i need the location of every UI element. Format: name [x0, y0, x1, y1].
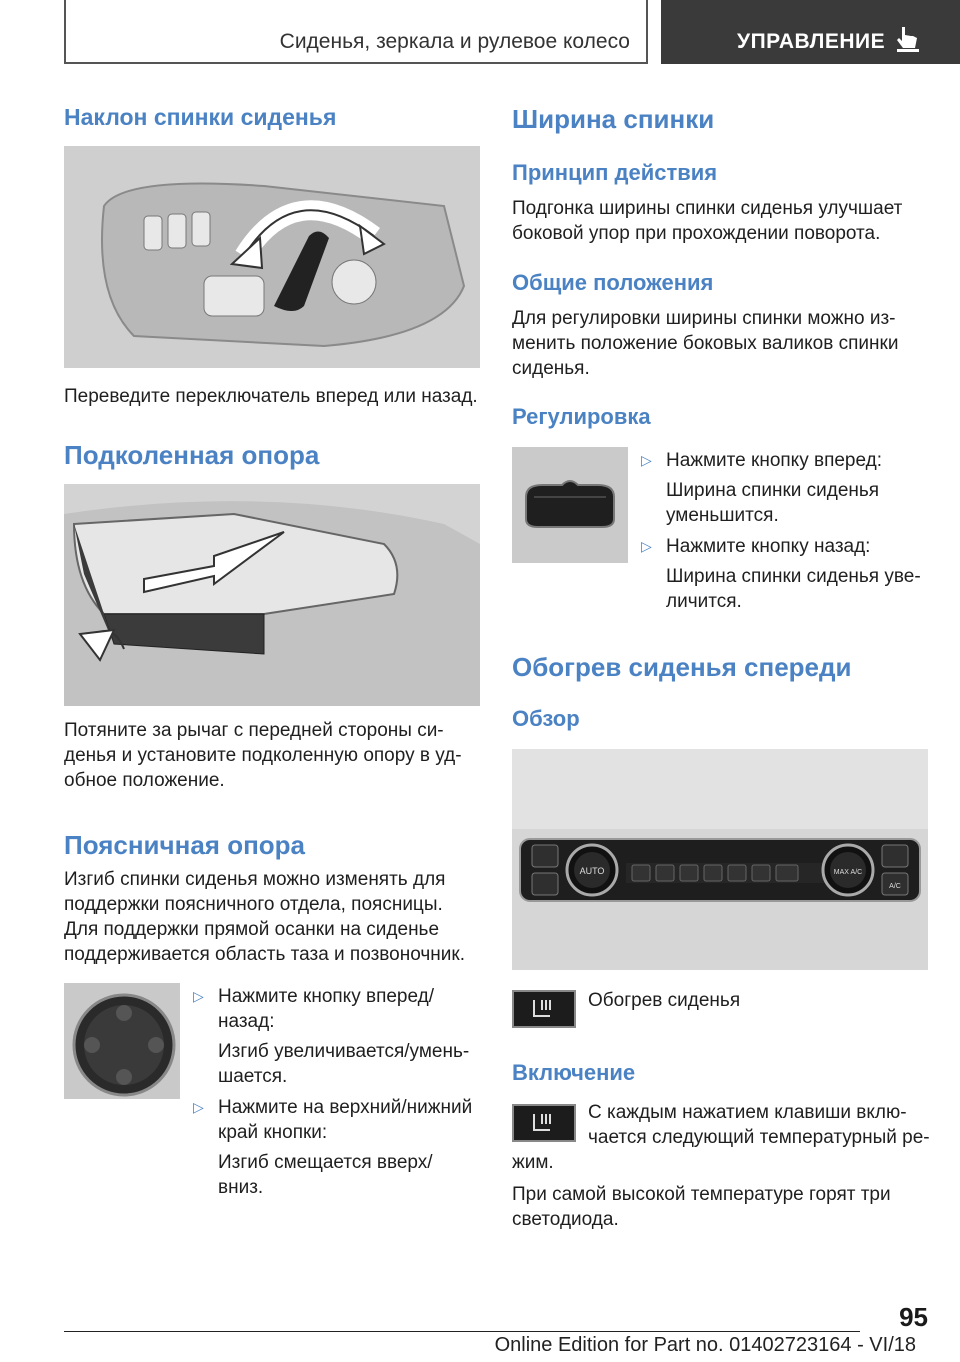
max-heat-text: При самой высокой температуре горят три светодиода.: [512, 1184, 891, 1230]
page-number: 95: [899, 1302, 928, 1332]
seat-heating-icon: [512, 1104, 576, 1142]
width-step-1-action: Нажмите кнопку вперед:: [666, 450, 883, 471]
bullet-marker: ▷: [193, 1099, 204, 1115]
lumbar-step-2-action: Нажмите на верхний/нижний край кнопки:: [218, 1097, 473, 1143]
lumbar-button-image: [64, 983, 180, 1099]
chapter-title: Сиденья, зеркала и рулевое колесо: [279, 30, 630, 53]
chapter-header-box: [64, 0, 648, 64]
bullet-marker: ▷: [641, 452, 652, 468]
thigh-support-text: Потяните за рычаг с передней стороны си‐ денья и установите подколенную опору в уд‐ обное положение.: [64, 720, 462, 791]
bullet-marker: ▷: [641, 538, 652, 554]
width-button-image: [512, 447, 628, 563]
principle-heading: Принцип действия: [512, 160, 718, 185]
overview-heading: Обзор: [512, 706, 580, 731]
general-heading: Общие положения: [512, 270, 714, 295]
hand-pointer-icon: [893, 24, 923, 54]
thigh-support-image: [64, 484, 480, 706]
thigh-support-heading: Подколенная опора: [64, 440, 320, 470]
switch-on-heading: Включение: [512, 1060, 636, 1085]
width-step-2-result: Ширина спинки сиденья уве‐ личится.: [666, 566, 921, 612]
width-step-1-result: Ширина спинки сиденья уменьшится.: [666, 480, 880, 526]
climate-panel-image: [512, 749, 928, 970]
ac-label: A/C: [889, 883, 901, 890]
lumbar-heading: Поясничная опора: [64, 830, 306, 860]
lumbar-step-2-result: Изгиб смещается вверх/ вниз.: [218, 1152, 433, 1198]
principle-text: Подгонка ширины спинки сиденья улучшает боковой упор при прохождении поворота.: [512, 198, 903, 244]
switch-on-text-wrapped: С каждым нажатием клавиши вклю‐ чается следующий температурный ре‐: [588, 1102, 930, 1148]
general-text: Для регулировки ширины спинки можно из‐ менить положение боковых валиков спинки сиденья.: [512, 308, 899, 379]
seat-heating-icon: [512, 990, 576, 1028]
lumbar-text: Изгиб спинки сиденья можно изменять для поддержки поясничного отдела, поясницы. Для поддержки прямой осанки на сиденье поддерживается область таза и позвоночник.: [64, 869, 465, 965]
width-step-2-action: Нажмите кнопку назад:: [666, 536, 871, 557]
section-label: УПРАВЛЕНИЕ: [737, 30, 886, 53]
adjust-heading: Регулировка: [512, 404, 651, 429]
edition-note: Online Edition for Part no. 01402723164 - VI/18: [494, 1334, 916, 1356]
switch-on-text-tail: жим.: [512, 1152, 554, 1173]
backrest-tilt-caption: Переведите переключатель вперед или назад.: [64, 386, 478, 407]
footer-rule: [64, 1331, 860, 1332]
section-tab: [661, 0, 960, 64]
auto-label: AUTO: [579, 866, 605, 876]
backrest-width-heading: Ширина спинки: [512, 104, 715, 134]
seat-heating-heading: Обогрев сиденья спереди: [512, 652, 852, 682]
lumbar-step-1-action: Нажмите кнопку вперед/ назад:: [218, 986, 435, 1032]
max-ac-label: MAX A/C: [833, 869, 863, 876]
seat-heating-icon-caption: Обогрев сиденья: [588, 990, 741, 1011]
seat-switch-image: [64, 146, 480, 368]
lumbar-step-1-result: Изгиб увеличивается/умень‐ шается.: [218, 1041, 470, 1087]
backrest-tilt-heading: Наклон спинки сиденья: [64, 104, 337, 130]
bullet-marker: ▷: [193, 988, 204, 1004]
